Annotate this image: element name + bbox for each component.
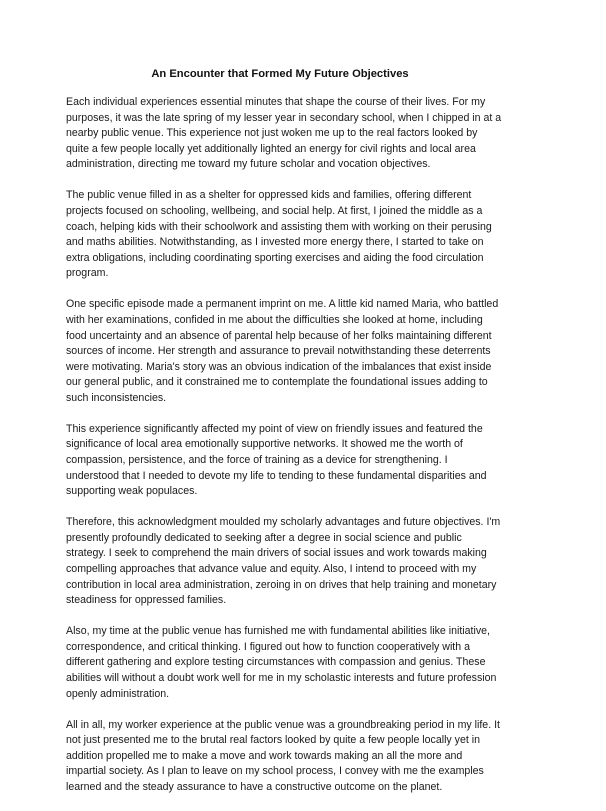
paragraph-5: Therefore, this acknowledgment moulded my scholarly advantages and future objectives. I'm presently profoundly dedicated to seeking after a degree in social science and public strategy. I seek to comprehend the main drivers of social issues and work towards making compelling approaches that advance value and equity. Also, I intend to proceed with my contribution in local area administration, zeroing in on drives that help training and monetary steadiness for oppressed families. <box>66 516 501 607</box>
paragraph-2: The public venue filled in as a shelter for oppressed kids and families, offering different projects focused on schooling, wellbeing, and social help. At first, I joined the middle as a coach, helping kids with their schoolwork and assisting them with working on their perusing and maths abilities. Notwithstanding, as I invested more energy there, I started to take on extra obligations, including coordinating sporting exercises and aiding the food circulation program. <box>66 189 492 280</box>
paragraph-3: One specific episode made a permanent imprint on me. A little kid named Maria, who battled with her examinations, confided in me about the difficulties she looked at home, including food uncertainty and an absence of parental help because of her folks maintaining different sources of income. Her strength and assurance to prevail notwithstanding these deterrents were motivating. Maria's story was an obvious indication of the imbalances that exist inside our general public, and it constrained me to contemplate the foundational issues adding to such inconsistencies. <box>66 298 499 404</box>
paragraph-4: This experience significantly affected my point of view on friendly issues and featured the significance of local area emotionally supportive networks. It showed me the worth of compassion, persistence, and the force of training as a device for strengthening. I understood that I needed to devote my life to tending to these fundamental disparities and supporting weak populaces. <box>66 422 487 498</box>
essay-body <box>66 95 502 811</box>
essay-title: An Encounter that Formed My Future Objectives <box>151 68 409 80</box>
paragraph-1: Each individual experiences essential minutes that shape the course of their lives. For my purposes, it was the late spring of my lesser year in secondary school, when I chipped in at a nearby public venue. This experience not just woken me up to the real factors looked by quite a few people locally yet additionally lighted an energy for civil rights and local area administration, directing me toward my future scholar and vocation objectives. <box>66 96 502 171</box>
paragraph-6: Also, my time at the public venue has furnished me with fundamental abilities like initiative, correspondence, and critical thinking. I figured out how to function cooperatively with a different gathering and explore testing circumstances with compassion and genius. These abilities will without a doubt work well for me in my scholastic interests and future profession openly administration. <box>66 625 497 700</box>
paragraph-7: All in all, my worker experience at the public venue was a groundbreaking period in my life. It not just presented me to the brutal real factors looked by quite a few people locally yet in addition propelled me to make a move and work towards making an all the more and impartial society. As I plan to leave on my school process, I convey with me the examples learned and the steady assurance to have a constructive outcome on the planet. <box>66 718 500 793</box>
